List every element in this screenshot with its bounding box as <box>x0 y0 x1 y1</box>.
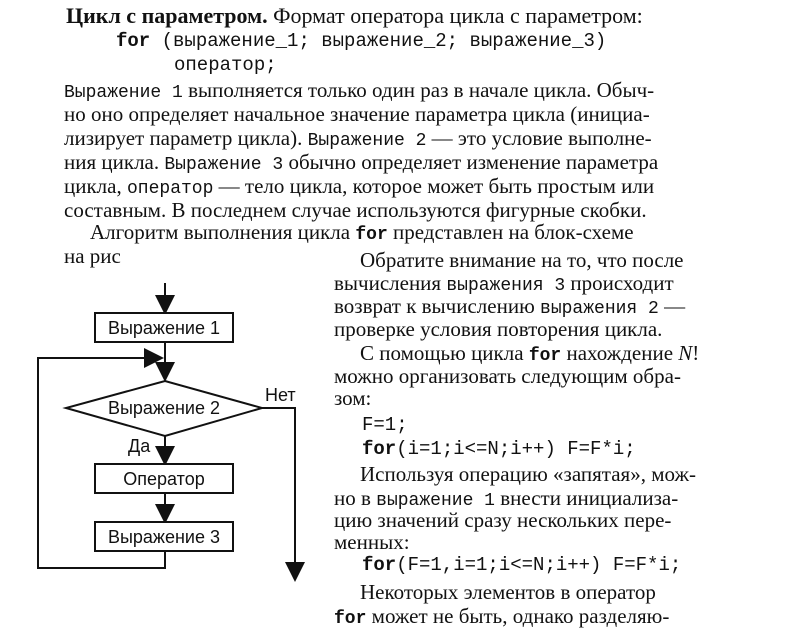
no-branch-arrow <box>262 408 295 578</box>
algo-text: Алгоритм выполнения цикла <box>90 220 356 244</box>
term-expr1: выражение 1 <box>376 491 495 511</box>
intro-text: составным. В последнем случае используются фигурные скобки. <box>64 198 647 222</box>
syntax-statement: оператор; <box>174 54 277 76</box>
syntax-args: (выражение_1; выражение_2; выражение_3) <box>150 30 607 52</box>
right-text: можно организовать следующим обра- <box>334 364 681 388</box>
keyword-for: for <box>362 438 397 460</box>
term-operator: оператор <box>126 179 214 199</box>
right-text: — <box>658 294 686 318</box>
right-text: нахождение <box>561 341 679 365</box>
right-text: менных: <box>334 530 410 554</box>
intro-text: выполняется только один раз в начале цикла. Обыч- <box>182 78 655 102</box>
intro-text: ния цикла. <box>64 150 165 174</box>
term-expr2: Выражение 2 <box>307 131 427 151</box>
intro-text: цикла, <box>64 174 127 198</box>
right-text: зом: <box>334 386 372 410</box>
right-text: проверке условия повторения цикла. <box>334 317 663 341</box>
syntax-keyword: for <box>116 30 151 52</box>
title-bold: Цикл с параметром. <box>66 3 268 28</box>
right-text: Обратите внимание на то, что после <box>360 248 684 272</box>
right-text: но в <box>334 486 377 510</box>
intro-text: но оно определяет начальное значение параметра цикла (инициа- <box>64 102 650 126</box>
diamond-expression-2-label: Выражение 2 <box>107 398 221 418</box>
term-expr1: Выражение 1 <box>64 83 183 103</box>
code-text: (F=1,i=1;i<=N;i++) F=F*i; <box>396 554 682 576</box>
no-label: Нет <box>265 385 296 405</box>
right-text: возврат к вычислению <box>334 294 541 318</box>
term-expr3: выражения 3 <box>446 276 566 296</box>
yes-label: Да <box>128 436 151 456</box>
right-text: внести инициализа- <box>494 486 679 510</box>
keyword-for: for <box>334 609 367 629</box>
right-text: вычисления <box>334 271 447 295</box>
intro-text: — тело цикла, которое может быть простым или <box>213 174 655 198</box>
right-text: Некоторых элементов в оператор <box>360 580 656 604</box>
right-p4-line-2 <box>334 604 669 631</box>
code-text: F=1; <box>362 414 408 436</box>
title-rest: Формат оператора цикла с параметром: <box>267 3 643 28</box>
term-expr2: выражения 2 <box>540 299 659 319</box>
right-text: Используя операцию «запятая», мож- <box>360 462 696 486</box>
right-text: цию значений сразу нескольких пере- <box>334 508 672 532</box>
box-operator-label: Оператор <box>123 469 205 489</box>
right-p4-line-1 <box>360 580 656 604</box>
term-expr3: Выражение 3 <box>164 155 284 175</box>
right-text: может не быть, однако разделяю- <box>366 604 670 628</box>
intro-text: — это условие выполне- <box>426 126 652 150</box>
right-text: происходит <box>565 271 674 295</box>
intro-text: лизирует параметр цикла). <box>64 126 308 150</box>
box-expression-1-label: Выражение 1 <box>107 318 221 338</box>
intro-text: обычно определяет изменение параметра <box>283 150 659 174</box>
right-text: ! <box>692 341 700 365</box>
algo-text: представлен на блок-схеме <box>387 220 634 244</box>
box-expression-3-label: Выражение 3 <box>107 527 221 547</box>
right-text: С помощью цикла <box>360 341 529 365</box>
keyword-for: for <box>528 346 562 366</box>
keyword-for: for <box>362 554 397 576</box>
keyword-for: for <box>355 225 388 245</box>
algo-text: на рис <box>64 244 121 268</box>
variable-n: N <box>678 341 693 365</box>
code-text: (i=1;i<=N;i++) F=F*i; <box>396 438 636 460</box>
